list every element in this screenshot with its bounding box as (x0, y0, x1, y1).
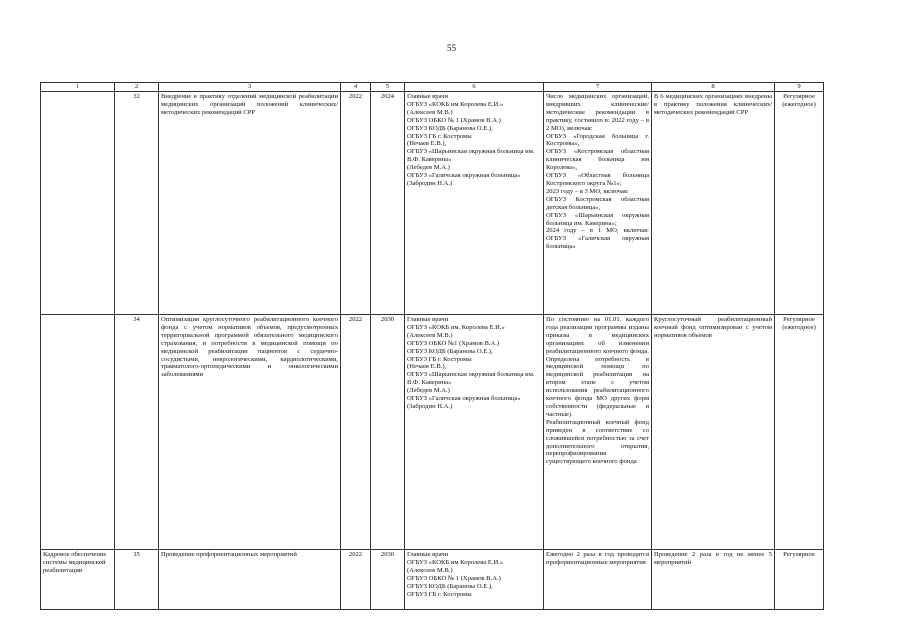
page-number: 55 (447, 43, 456, 53)
header-cell: 2 (115, 83, 159, 92)
header-cell: 7 (544, 83, 652, 92)
responsible-line: ОГБУЗ ГБ г. Костромы (407, 132, 472, 140)
result-line: ОГБУЗ «Шарьинская окружная больница им. Каверина»; (546, 211, 649, 227)
header-cell: 5 (371, 83, 405, 92)
responsible-line: ОГБУЗ «Галичская окружная больница» (Забродин Н.А.) (407, 172, 521, 187)
work-cell: Проведение профориентационных мероприятий (159, 550, 341, 610)
responsible-line: (Алексеев М.В.) (407, 108, 453, 116)
row-number: 35 (115, 550, 159, 610)
header-cell: 6 (405, 83, 544, 92)
header-cell: 1 (41, 83, 115, 92)
result-line: По состоянию на 01.01. каждого года реализации программы изданы приказы в медицинских организациях об изменении реабилитационного коечного фонда. Определена потребность в медицинской помощи по медицинской реабилитации на втором этапе с учетом использования реабилитационного коечного фонда МО других форм собственности (федеральные и частные). (546, 316, 649, 418)
table-row (41, 92, 824, 315)
year-end: 2030 (371, 315, 405, 550)
responsible-line: Главные врачи (407, 316, 449, 323)
result-line: 2024 году – в 1 МО, включая: ОГБУЗ «Галичская окружная больница» (546, 227, 649, 251)
responsible-line: (Лебедев М.А.) (407, 387, 450, 395)
year-end: 2024 (371, 92, 405, 315)
indicator-cell: Круглосуточный реабилитационный коечный фонд оптимизирован с учетом нормативов объемов (652, 315, 775, 550)
result-line: ОГБУЗ «Костромская областная клиническая больница им Королева», (546, 148, 649, 172)
indicator-cell: В 6 медицинских организациях внедрены в практику положения клинических/методических рекомендаций СРР (652, 92, 775, 315)
work-cell: Внедрение в практику отделений медицинской реабилитации медицинских организаций положений клинических/методических рекомендаций СРР (159, 92, 341, 315)
table-row (41, 550, 824, 610)
responsible-line: ОГБУЗ «Галичская окружная больница» (Забродин Н.А.) (407, 395, 521, 410)
responsible-line: (Нечаев Е.В.), (407, 140, 447, 148)
plan-table (40, 82, 824, 610)
responsible-line: ОГБУЗ ГБ г. Костромы (407, 590, 472, 598)
responsible-line: ОГБУЗ ОБКО № 1 (Храмов В.А.) (407, 574, 501, 582)
indicator-cell: Проведение 2 раза в год не менее 5 мероприятий (652, 550, 775, 610)
result-line: ОГБУЗ «Областная больница Костромского округа №1»; (546, 172, 649, 187)
result-line: Ежегодно 2 раза в год проводятся профориентационные мероприятия (546, 551, 649, 566)
header-cell: 8 (652, 83, 775, 92)
responsible-line: ОГБУЗ «КОКБ им Королева Е.И.» (407, 100, 504, 108)
responsible-line: ОГБУЗ «КОКБ им Королева Е.И.» (407, 558, 504, 566)
periodicity-cell: Регулярное (ежегодное) (775, 92, 824, 315)
year-start: 2022 (341, 315, 371, 550)
result-line: Реабилитационный коечный фонд приведен в соответствие со сложившейся потребностью за счет дополнительного открытия, перепрофилирования существующего коечного фонда (546, 418, 649, 466)
responsible-line: ОГБУЗ «Шарьинская окружная больница им. В.Ф. Каверина» (407, 371, 535, 387)
responsible-line: (Нечаев Е.В.), (407, 363, 447, 371)
periodicity-cell: Регулярное (775, 550, 824, 610)
result-cell (544, 315, 652, 550)
responsible-line: ОГБУЗ «КОКБ им. Королева Е.И.» (407, 323, 505, 331)
work-cell: Оптимизация круглосуточного реабилитационного коечного фонда с учетом нормативов объемов, предусмотренных территориальной программой обязательного медицинского страхования, и потребности в медицинской помощи по медицинской реабилитации пациентов с сердечно-сосудистыми, неврологическими, кардиологическими, травматолого-ортопедическими и онкологическими заболеваниями (159, 315, 341, 550)
table-row (41, 315, 824, 550)
row-number: 32 (115, 92, 159, 315)
responsible-line: ОГБУЗ КОДБ (Баранова О.Е.), (407, 124, 493, 132)
header-cell: 9 (775, 83, 824, 92)
header-row (41, 83, 824, 92)
result-line: ОГБУЗ Костромская областная детская больница», (546, 195, 649, 211)
responsible-cell (405, 550, 544, 610)
result-line: Число медицинских организаций, внедривших клинические/методические рекомендации в практику, составило в: 2022 году – в 2 МО), включая: (546, 93, 649, 132)
year-end: 2030 (371, 550, 405, 610)
responsible-line: ОГБУЗ «Шарьинская окружная больница им. В.Ф. Каверина» (407, 148, 535, 164)
year-start: 2022 (341, 92, 371, 315)
periodicity-cell: Регулярное (ежегодное) (775, 315, 824, 550)
responsible-line: Главные врачи (407, 93, 449, 100)
result-cell (544, 550, 652, 610)
responsible-line: Главные врачи (407, 551, 449, 558)
header-cell: 3 (159, 83, 341, 92)
responsible-line: (Алексеев М.В.) (407, 566, 453, 574)
result-line: ОГБУЗ «Городская больница г. Костромы», (546, 132, 649, 148)
result-cell (544, 92, 652, 315)
responsible-cell (405, 315, 544, 550)
year-start: 2022 (341, 550, 371, 610)
responsible-cell (405, 92, 544, 315)
responsible-line: ОГБУЗ ОБКО № 1 (Храмов В.А.) (407, 116, 501, 124)
section-cell: Кадровое обеспечение системы медицинской реабилитации (41, 550, 115, 610)
header-cell: 4 (341, 83, 371, 92)
responsible-line: ОГБУЗ ОБКО №1 (Храмов В.А.) (407, 339, 500, 347)
result-line: 2023 году – в 3 МО, включая: (546, 187, 629, 195)
responsible-line: ОГБУЗ КОДБ (Баранова О.Е.), (407, 347, 493, 355)
responsible-line: (Лебедев М.А.) (407, 164, 450, 172)
responsible-line: ОГБУЗ ГБ г. Костромы (407, 355, 472, 363)
responsible-line: (Алексеев М.В.) (407, 331, 453, 339)
section-cell (41, 315, 115, 550)
section-cell (41, 92, 115, 315)
row-number: 34 (115, 315, 159, 550)
responsible-line: ОГБУЗ КОДБ (Баранова О.Е.), (407, 582, 493, 590)
